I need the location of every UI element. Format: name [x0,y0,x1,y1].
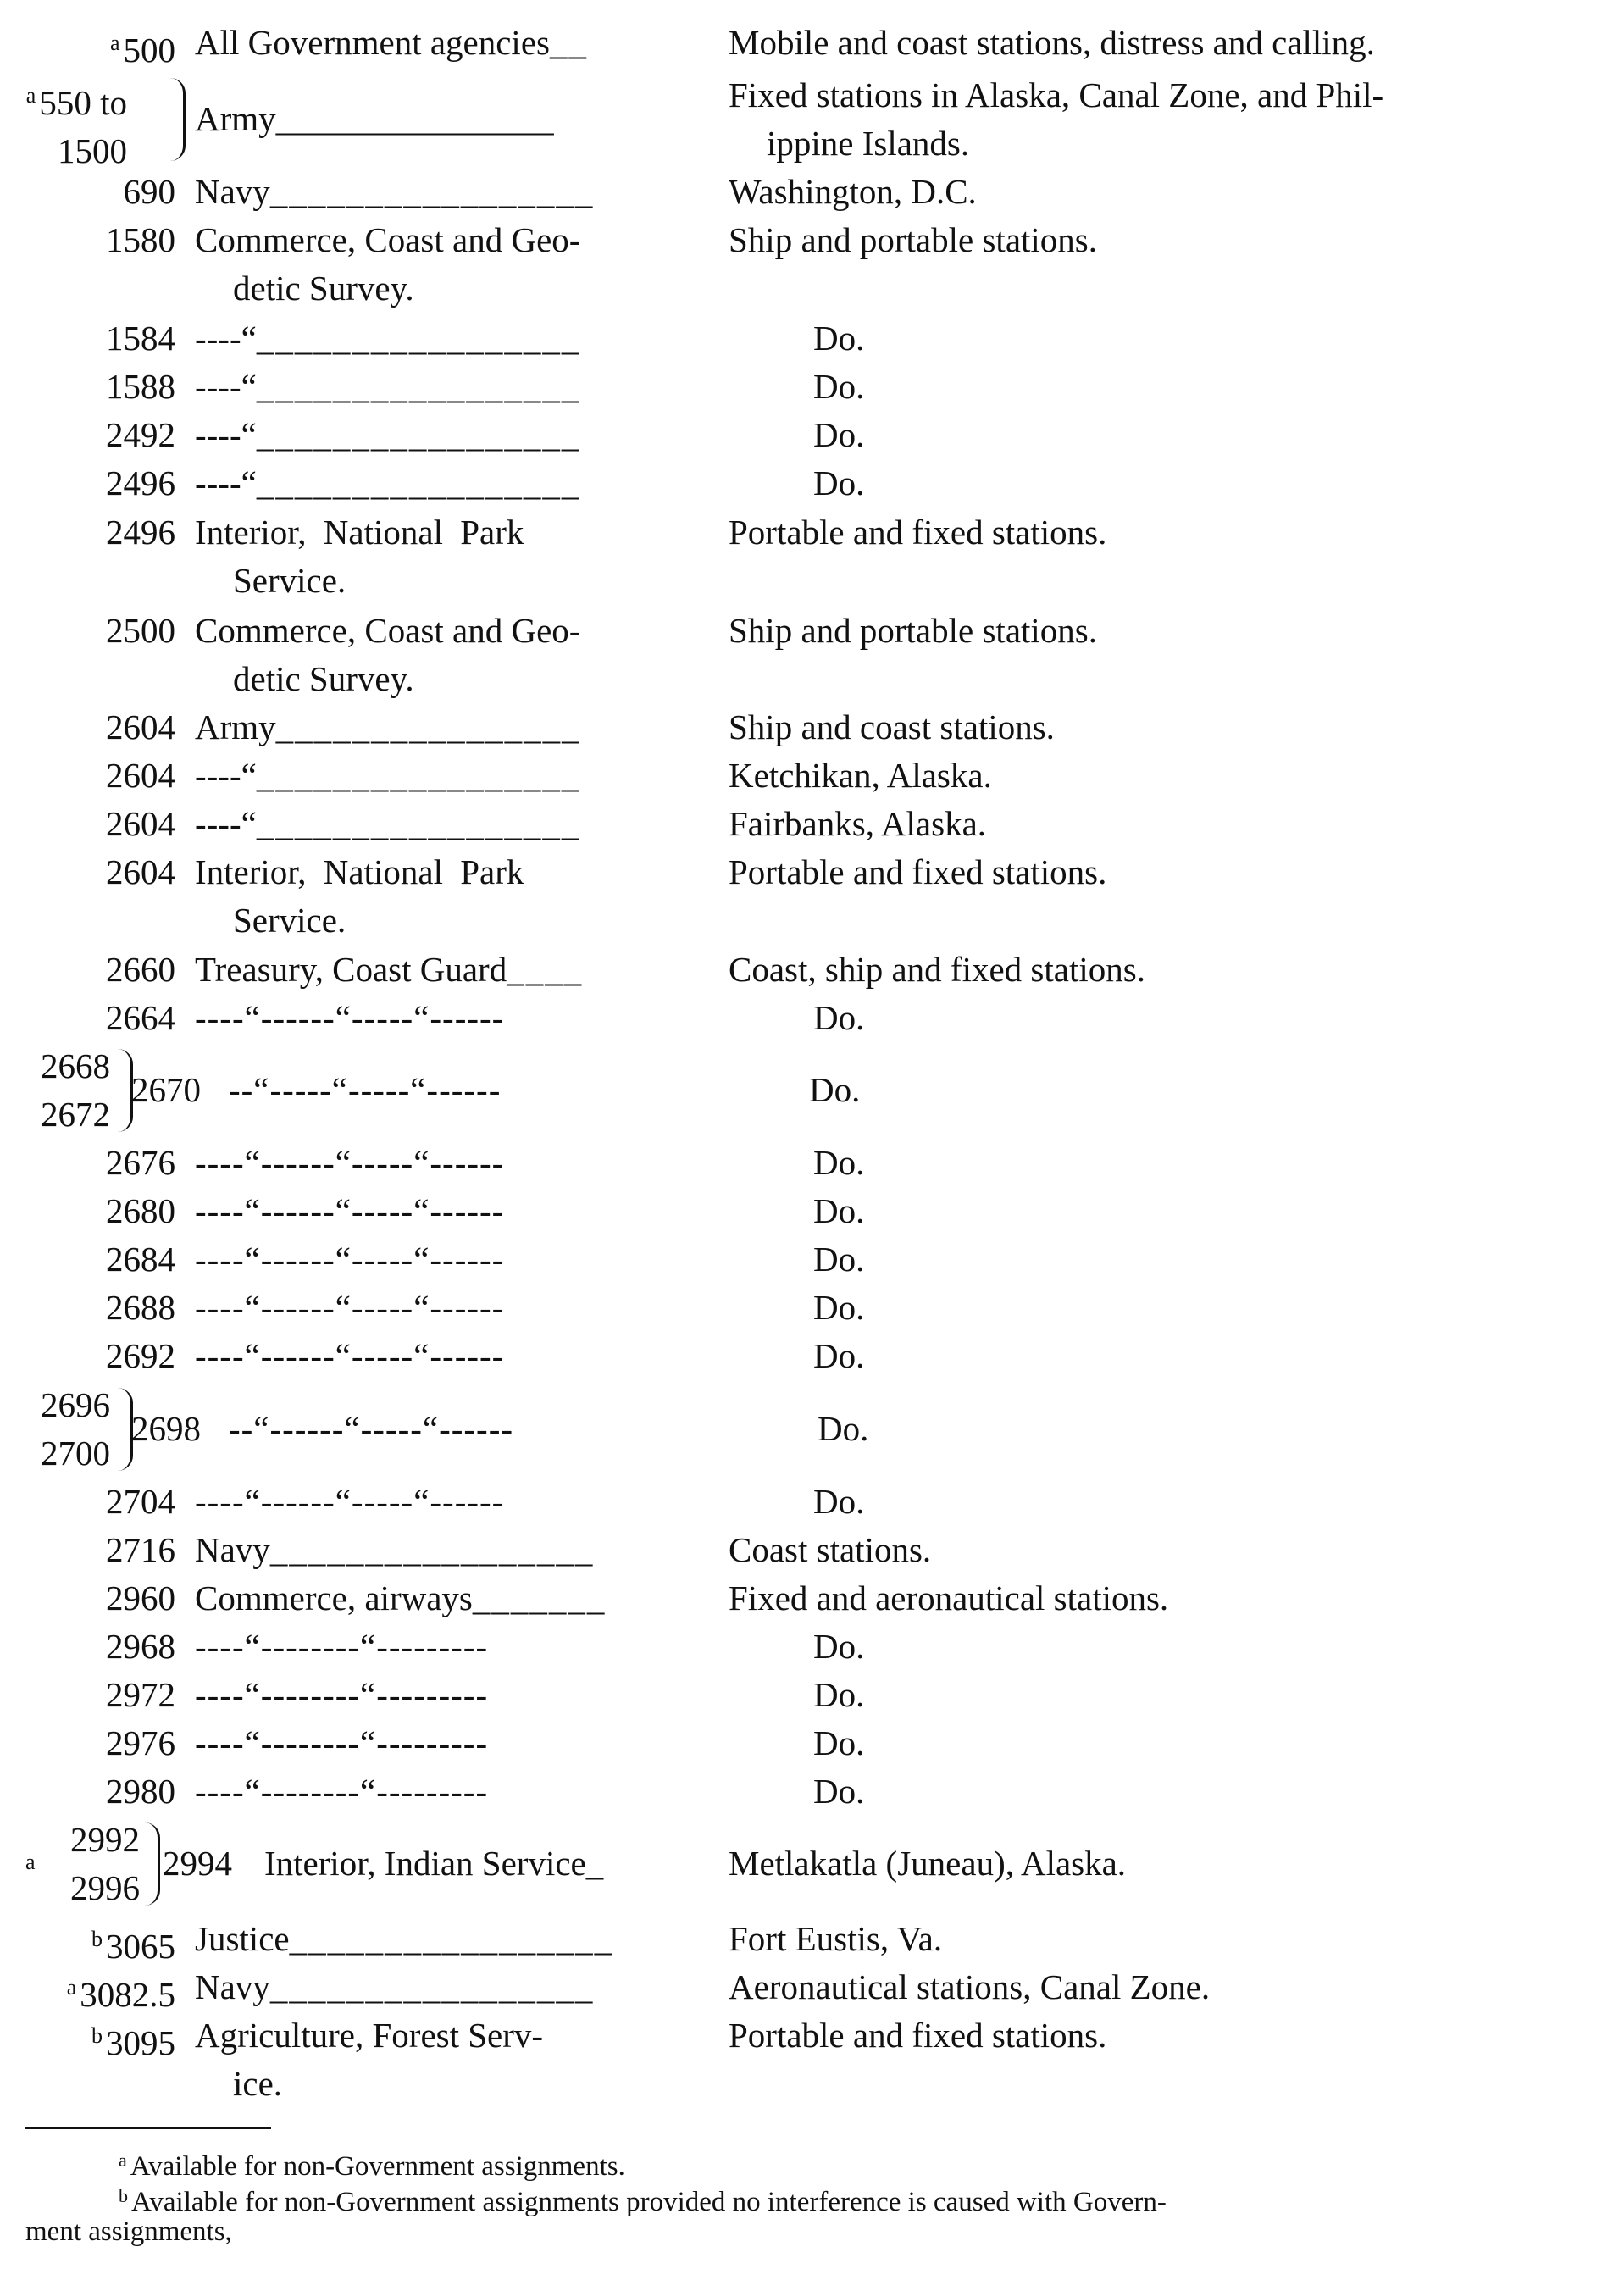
table-row [0,994,1624,1042]
agency: Commerce, Coast and Geo- [195,611,581,650]
assignment: Do. [813,998,865,1037]
agency: ----“--------“--------- [195,1675,489,1714]
assignment: Fixed and aeronautical stations. [729,1578,1169,1617]
frequency: 2698 [131,1409,201,1448]
assignment: Do. [813,463,865,502]
table-row [0,1623,1624,1671]
agency: ----“_________________ [195,367,581,406]
frequency: 2688 [106,1288,175,1327]
brace [115,1049,133,1132]
frequency: $^b$3095 [91,2023,175,2062]
assignment-continued: ippine Islands. [767,124,970,163]
assignment: Portable and fixed stations. [729,2016,1107,2055]
footnote-mark: a [109,31,120,55]
agency-continued: ice. [233,2064,283,2103]
frequency: 2604 [106,707,175,746]
agency: ----“--------“--------- [195,1627,489,1666]
table-row [0,703,1624,752]
assignment: Do. [813,1336,865,1375]
table-row [0,2011,1624,2108]
table-row [0,1526,1624,1574]
table-row [0,1332,1624,1380]
table-row [0,314,1624,363]
assignment: Portable and fixed stations. [729,513,1107,552]
table-row [0,1719,1624,1767]
table-row [0,1187,1624,1235]
brace [115,1388,133,1471]
frequency-range: 2992 2996 [70,1820,140,1907]
assignment: Coast stations. [729,1530,932,1569]
frequency: 2684 [106,1240,175,1279]
agency: Commerce, Coast and Geo- [195,220,581,259]
assignment: Do. [813,1482,865,1521]
frequency: 2604 [106,804,175,843]
assignment: Do. [813,1191,865,1230]
agency: ----“--------“--------- [195,1772,489,1811]
frequency: 2660 [106,950,175,989]
agency: --“------“-----“------ [229,1409,514,1448]
table-row [0,1235,1624,1284]
agency: ----“_________________ [195,804,581,843]
frequency-range: 2668 2672 [41,1046,110,1134]
agency: Navy_________________ [195,1530,595,1569]
agency: ----“_________________ [195,463,581,502]
frequency: 2496 [106,463,175,502]
assignment: Ship and portable stations. [729,220,1098,259]
frequency: 2960 [106,1578,175,1617]
footnote-mark: a [25,1850,36,1874]
assignment: Ship and coast stations. [729,707,1055,746]
frequency: 2680 [106,1191,175,1230]
agency-continued: detic Survey. [233,659,414,698]
frequency: 2670 [131,1070,201,1109]
frequency: 2976 [106,1723,175,1762]
agency: All Government agencies__ [195,23,588,62]
table-row [0,363,1624,411]
frequency: $^a$500 [109,31,175,69]
assignment: Do. [813,1675,865,1714]
assignment: Fort Eustis, Va. [729,1919,943,1958]
frequency: 2604 [106,852,175,891]
assignment: Do. [813,1143,865,1182]
frequency: $^a$3082.5 [66,1975,175,2014]
frequency: 2496 [106,513,175,552]
frequency: 2664 [106,998,175,1037]
table-row [0,508,1624,605]
assignment: Ketchikan, Alaska. [729,756,992,795]
table-row [0,1284,1624,1332]
footnote-rule [25,2127,271,2129]
table-row [0,1767,1624,1816]
assignment: Do. [818,1409,869,1448]
assignment: Do. [813,415,865,454]
agency: ----“------“-----“------ [195,1482,505,1521]
agency: Army________________ [195,707,581,746]
assignment: Do. [813,1772,865,1811]
table-row [0,848,1624,945]
assignment: Ship and portable stations. [729,611,1098,650]
brace [142,1822,160,1906]
table-row [0,216,1624,313]
table-row [0,1963,1624,2014]
assignment: Coast, ship and fixed stations. [729,950,1145,989]
footnote-mark: b [91,2023,103,2048]
agency: Interior, National Park [195,513,524,552]
agency: Navy_________________ [195,1967,595,2006]
table-row [0,800,1624,848]
agency: ----“--------“--------- [195,1723,489,1762]
frequency: 1580 [106,220,175,259]
assignment: Aeronautical stations, Canal Zone. [729,1967,1211,2006]
agency-continued: Service. [233,901,346,940]
table-row [0,946,1624,994]
table-row [0,19,1624,67]
assignment: Do. [809,1070,861,1109]
agency: Agriculture, Forest Serv- [195,2016,544,2055]
agency: Navy_________________ [195,172,595,211]
assignment: Washington, D.C. [729,172,977,211]
agency: Interior, National Park [195,852,524,891]
frequency: 1588 [106,367,175,406]
table-row [0,168,1624,216]
agency: ----“_________________ [195,415,581,454]
agency: Treasury, Coast Guard____ [195,950,584,989]
frequency: 2500 [106,611,175,650]
frequency-range: $^a$550 to 1500 [25,83,127,170]
agency-continued: detic Survey. [233,269,414,308]
frequency: 1584 [106,319,175,358]
frequency: 2676 [106,1143,175,1182]
table-row [0,459,1624,508]
assignment: Do. [813,319,865,358]
frequency: $^b$3065 [91,1927,175,1966]
agency: ----“------“-----“------ [195,1191,505,1230]
frequency: 2492 [106,415,175,454]
table-row [0,1381,1624,1478]
brace [168,78,186,161]
table-row [0,411,1624,459]
footnote-mark: b [119,2185,128,2206]
frequency: 690 [123,172,175,211]
assignment: Do. [813,1723,865,1762]
frequency: 2994 [163,1844,232,1883]
assignment: Do. [813,1288,865,1327]
assignment: Fixed stations in Alaska, Canal Zone, and Phil- [729,75,1384,114]
agency: Justice_________________ [195,1919,614,1958]
agency: ----“------“-----“------ [195,1240,505,1279]
assignment: Do. [813,1240,865,1279]
table-row [0,607,1624,703]
footnote-b-continued: ment assignments, [25,2216,232,2247]
frequency: 2972 [106,1675,175,1714]
agency: ----“------“-----“------ [195,1336,505,1375]
agency: Interior, Indian Service_ [264,1844,604,1883]
footnote-mark: a [119,2150,127,2171]
footnote-mark: a [25,83,36,108]
table-row [0,71,1624,168]
table-row [0,1042,1624,1139]
frequency: 2716 [106,1530,175,1569]
table-row [0,1139,1624,1187]
frequency: 2704 [106,1482,175,1521]
footnote-a: $^a$ Available for non-Government assignments. [119,2150,625,2182]
footnote-b: $^b$ Available for non-Government assignments provided no interference is caused with Govern- [119,2185,1167,2217]
assignment: Mobile and coast stations, distress and calling. [729,23,1375,62]
agency: ----“_________________ [195,319,581,358]
assignment: Fairbanks, Alaska. [729,804,987,843]
frequency: 2692 [106,1336,175,1375]
table-row [0,1816,1624,1912]
footnote-mark: b [91,1927,103,1951]
frequency: 2604 [106,756,175,795]
assignment: Portable and fixed stations. [729,852,1107,891]
agency: ----“------“-----“------ [195,998,505,1037]
agency-continued: Service. [233,561,346,600]
agency: ----“_________________ [195,756,581,795]
assignment: Metlakatla (Juneau), Alaska. [729,1844,1127,1883]
agency: Army________________ [195,99,554,138]
table-row [0,1574,1624,1623]
footnote-mark: a [66,1975,77,2000]
table-row [0,1915,1624,1966]
agency: Commerce, airways_______ [195,1578,607,1617]
table-row [0,752,1624,800]
agency: --“-----“-----“------ [229,1070,502,1109]
assignment: Do. [813,367,865,406]
agency: ----“------“-----“------ [195,1143,505,1182]
table-row [0,1478,1624,1526]
table-row [0,1671,1624,1719]
frequency: 2968 [106,1627,175,1666]
agency: ----“------“-----“------ [195,1288,505,1327]
frequency: 2980 [106,1772,175,1811]
assignment: Do. [813,1627,865,1666]
frequency-range: 2696 2700 [41,1385,110,1473]
